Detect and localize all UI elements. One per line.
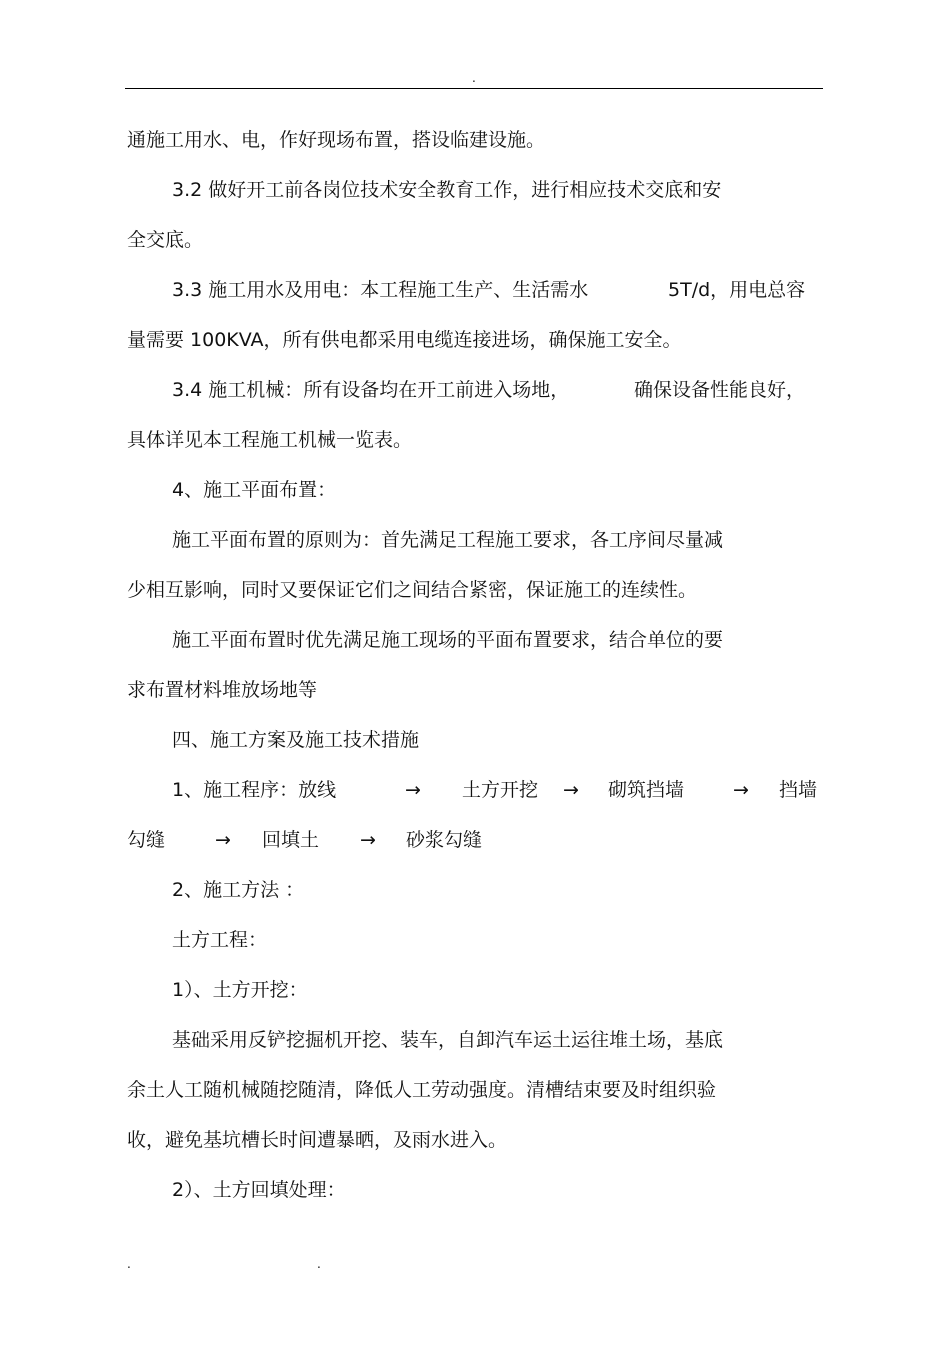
text-segment: 基础采用反铲挖掘机开挖、装车，自卸汽车运土运往堆土场，基底 (172, 1029, 724, 1051)
text-segment: 1）、土方开挖： (172, 979, 308, 1001)
text-segment: 施工平面布置时优先满足施工现场的平面布置要求，结合单位的要 (172, 629, 724, 651)
text-line (0, 1028, 950, 1052)
text-segment: 土方开挖 (462, 779, 539, 801)
text-segment: 2）、土方回填处理： (172, 1179, 346, 1201)
text-line (0, 878, 950, 902)
text-segment: 3.3 施工用水及用电：本工程施工生产、生活需水 (172, 279, 589, 301)
text-segment: 收，避免基坑槽长时间遭暴晒，及雨水进入。 (127, 1129, 508, 1151)
text-line (0, 478, 950, 502)
text-line (0, 978, 950, 1002)
text-line (0, 628, 950, 652)
text-line (0, 328, 950, 352)
text-segment: 通施工用水、电，作好现场布置，搭设临建设施。 (127, 129, 546, 151)
text-segment: 砌筑挡墙 (608, 779, 685, 801)
text-segment: 2、施工方法 ： (172, 879, 305, 901)
text-line (0, 528, 950, 552)
text-segment: 5T/d，用电总容 (668, 279, 806, 301)
arrow-icon: → (215, 829, 231, 851)
text-segment: 少相互影响，同时又要保证它们之间结合紧密，保证施工的连续性。 (127, 579, 698, 601)
arrow-icon: → (733, 779, 749, 801)
arrow-icon: → (360, 829, 376, 851)
text-segment: 土方工程： (172, 929, 268, 951)
text-segment: 回填土 (262, 829, 320, 851)
text-segment: 施工平面布置的原则为：首先满足工程施工要求，各工序间尽量减 (172, 529, 724, 551)
text-segment: 全交底。 (127, 229, 204, 251)
text-line (0, 1178, 950, 1202)
arrow-icon: → (405, 779, 421, 801)
text-segment: 1、施工程序：放线 (172, 779, 337, 801)
text-line (0, 678, 950, 702)
text-line (0, 378, 950, 402)
text-line (0, 828, 950, 852)
text-segment: 确保设备性能良好， (634, 379, 806, 401)
text-segment: 具体详见本工程施工机械一览表。 (127, 429, 413, 451)
text-line (0, 1128, 950, 1152)
text-line (0, 228, 950, 252)
text-line (0, 1078, 950, 1102)
header-rule (125, 88, 823, 89)
footer-dot-left: . (127, 1257, 131, 1271)
text-segment: 量需要 100KVA，所有供电都采用电缆连接进场，确保施工安全。 (127, 329, 682, 351)
text-line (0, 928, 950, 952)
text-segment: 求布置材料堆放场地等 (127, 679, 318, 701)
text-segment: 勾缝 (127, 829, 166, 851)
text-segment: 四、施工方案及施工技术措施 (172, 729, 420, 751)
text-line (0, 778, 950, 802)
text-segment: 4、施工平面布置： (172, 479, 337, 501)
text-segment: 3.4 施工机械：所有设备均在开工前进入场地， (172, 379, 570, 401)
footer-dot-right: . (317, 1257, 321, 1271)
header-dot: . (472, 71, 476, 85)
text-line (0, 128, 950, 152)
text-segment: 余土人工随机械随挖随清，降低人工劳动强度。清槽结束要及时组织验 (127, 1079, 717, 1101)
text-segment: 3.2 做好开工前各岗位技术安全教育工作，进行相应技术交底和安 (172, 179, 722, 201)
text-line (0, 278, 950, 302)
text-segment: 砂浆勾缝 (406, 829, 483, 851)
arrow-icon: → (563, 779, 579, 801)
text-line (0, 178, 950, 202)
text-segment: 挡墙 (779, 779, 818, 801)
text-line (0, 728, 950, 752)
text-line (0, 428, 950, 452)
text-line (0, 578, 950, 602)
